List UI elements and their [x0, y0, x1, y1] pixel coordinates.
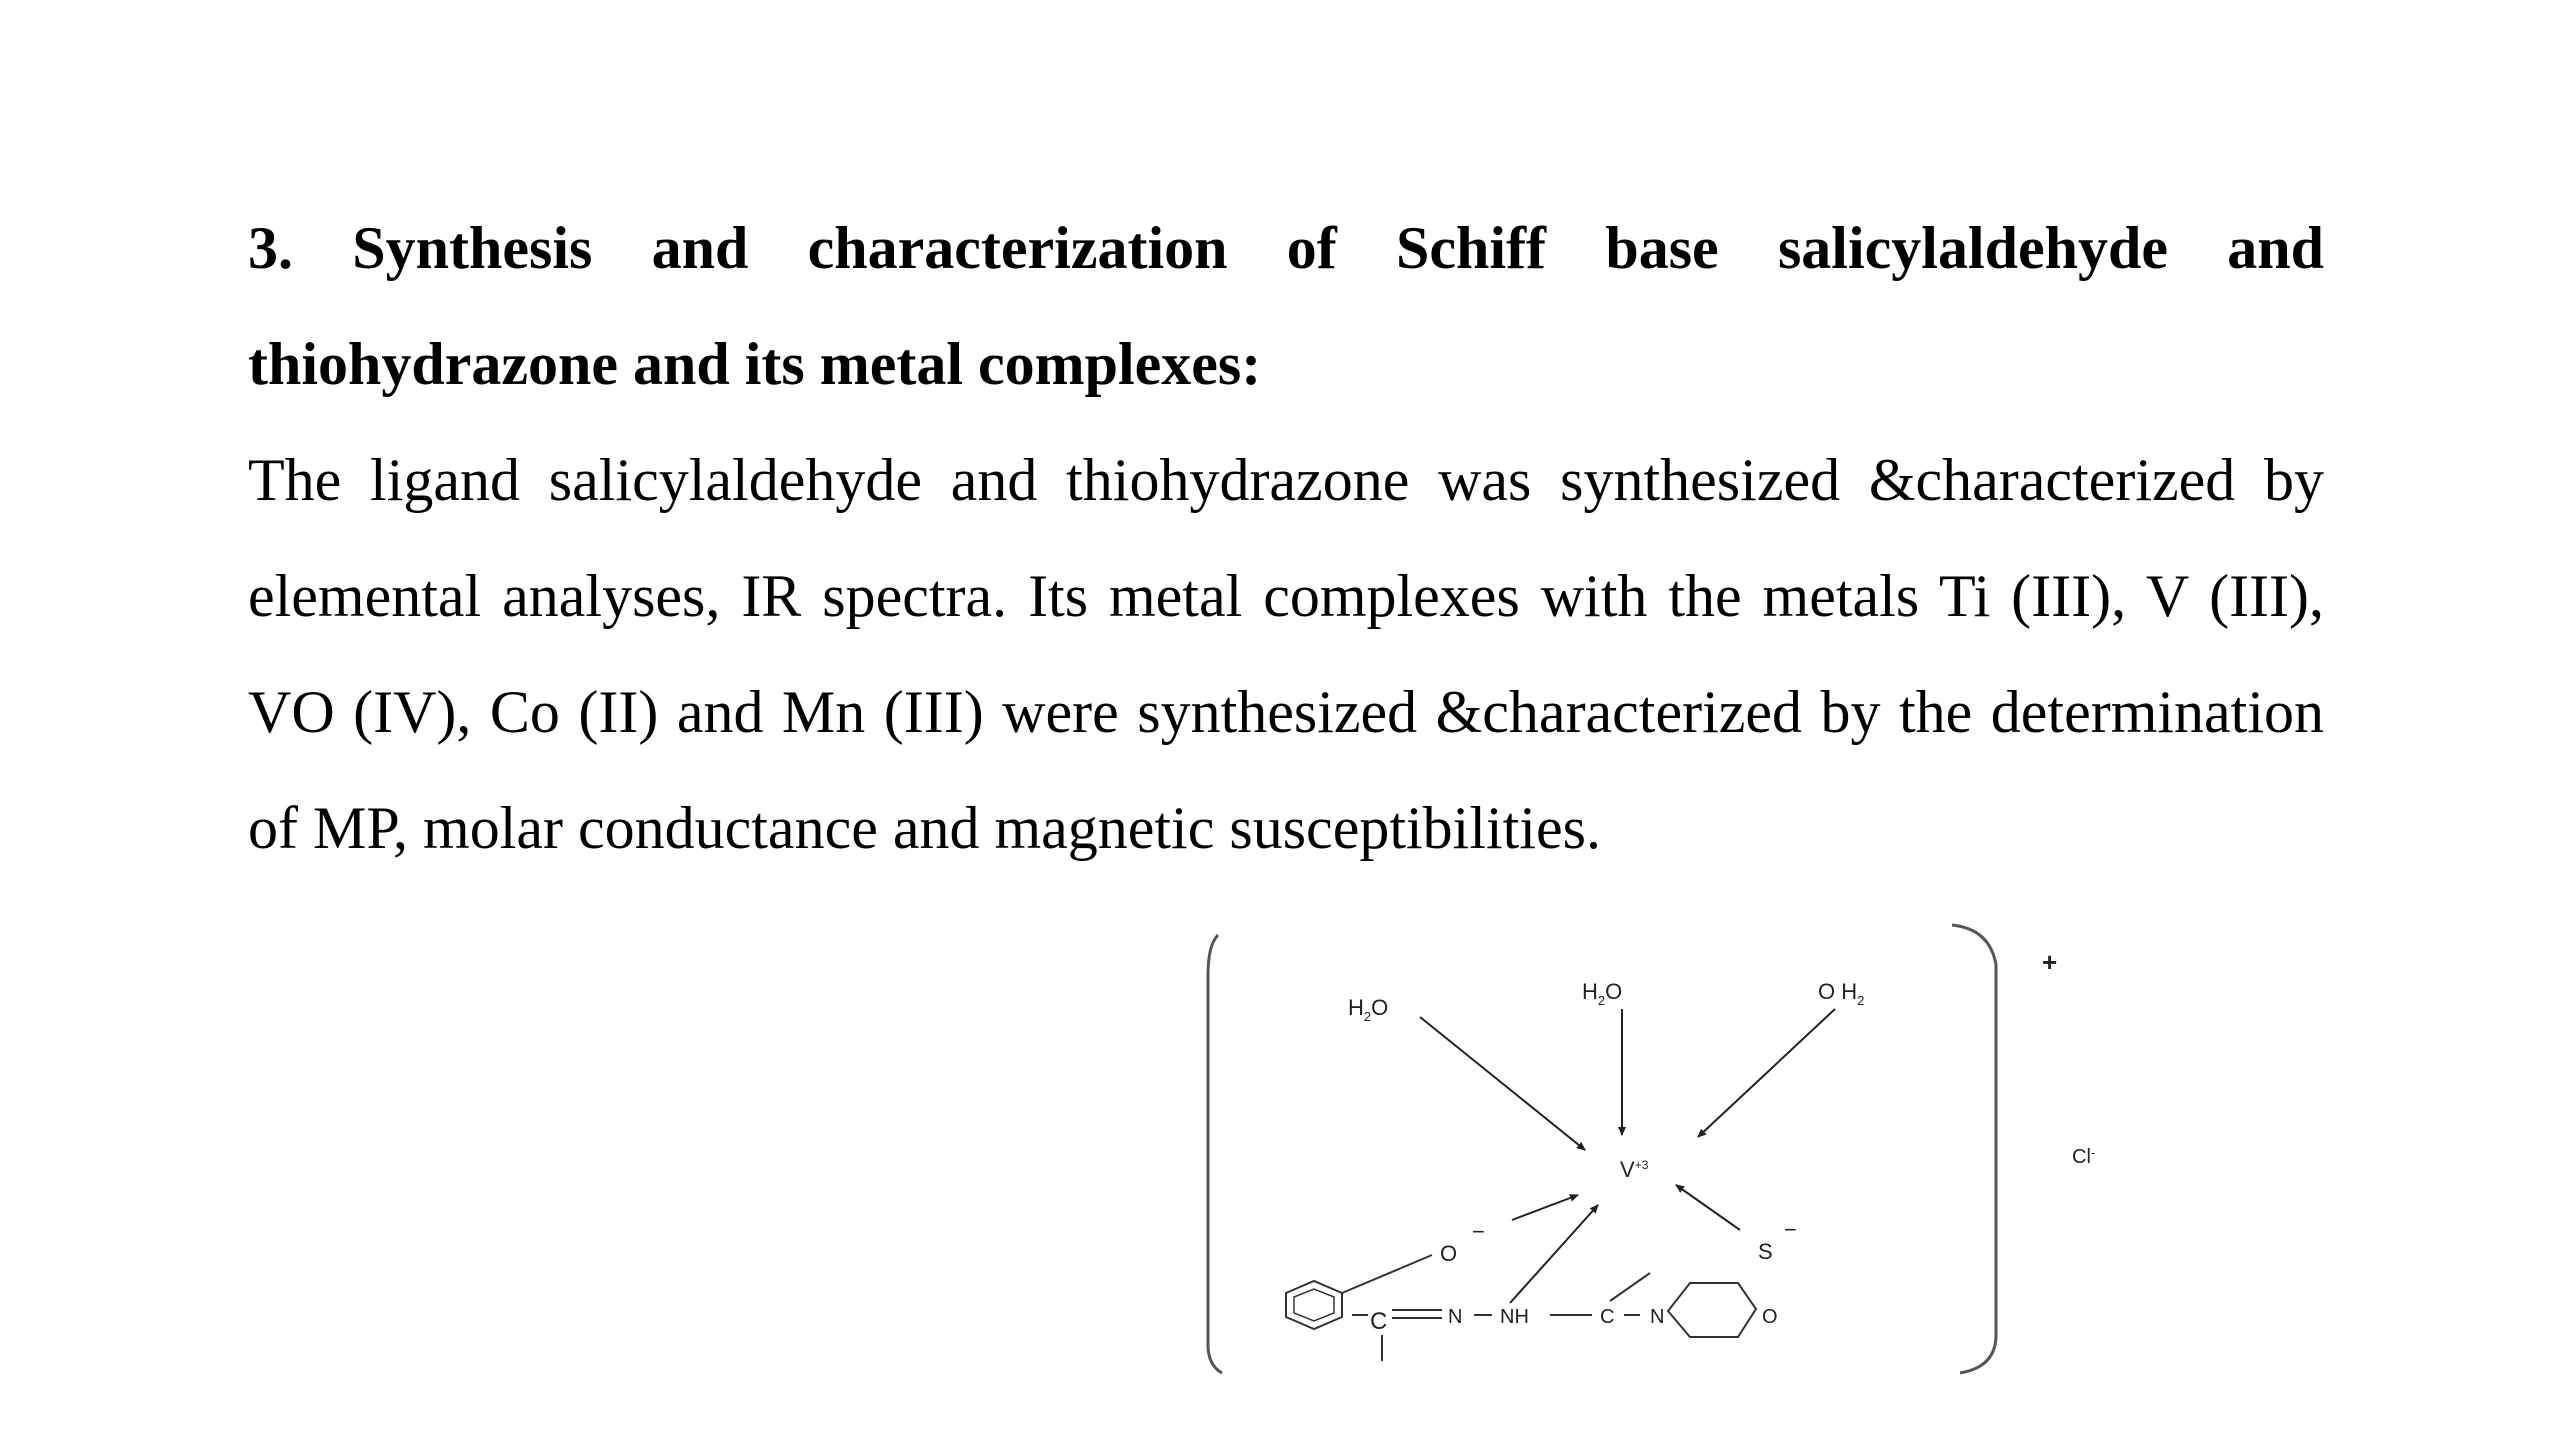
nitrogen-imine: N — [1448, 1306, 1463, 1328]
complex-structure-diagram — [1190, 905, 2150, 1385]
oxygen-donor: O — [1440, 1241, 1458, 1266]
oxygen-ring: O — [1762, 1306, 1778, 1328]
nh-group: NH — [1500, 1306, 1529, 1328]
left-bracket — [1208, 935, 1222, 1373]
metal-center: $V^{+3}$ — [1620, 1157, 1649, 1182]
complex-charge: + — [2042, 947, 2058, 977]
sulfur-donor: S — [1758, 1239, 1773, 1264]
oxygen-charge: − — [1472, 1219, 1485, 1244]
morpholine-ring — [1668, 1283, 1756, 1337]
nitrogen-ring: N — [1650, 1306, 1665, 1328]
carbon-thione: C — [1600, 1306, 1615, 1328]
document-body — [248, 190, 2324, 886]
water-middle: $H_2O$ — [1582, 979, 1623, 1008]
body-paragraph: The ligand salicylaldehyde and thiohydrazone was synthesized &characterized by elemental analyses, IR spectra. Its metal complexes with the metals Ti (III), V (III), VO (IV), Co (II) and Mn (III) were synthesized &characterized by the determination of MP, molar conductance and magnetic susceptibilities. — [248, 447, 2324, 861]
counter-ion: Cl- — [2072, 1145, 2096, 1168]
water-left: $H_2O$ — [1348, 995, 1389, 1024]
section-heading: 3. Synthesis and characterization of Schiff base salicylaldehyde and thiohydrazone and its metal complexes: — [248, 215, 2324, 397]
sulfur-charge: − — [1784, 1217, 1797, 1242]
water-right: O $H_2$ — [1818, 979, 1865, 1008]
right-bracket — [1952, 925, 1996, 1373]
carbon-left: C — [1370, 1308, 1388, 1335]
